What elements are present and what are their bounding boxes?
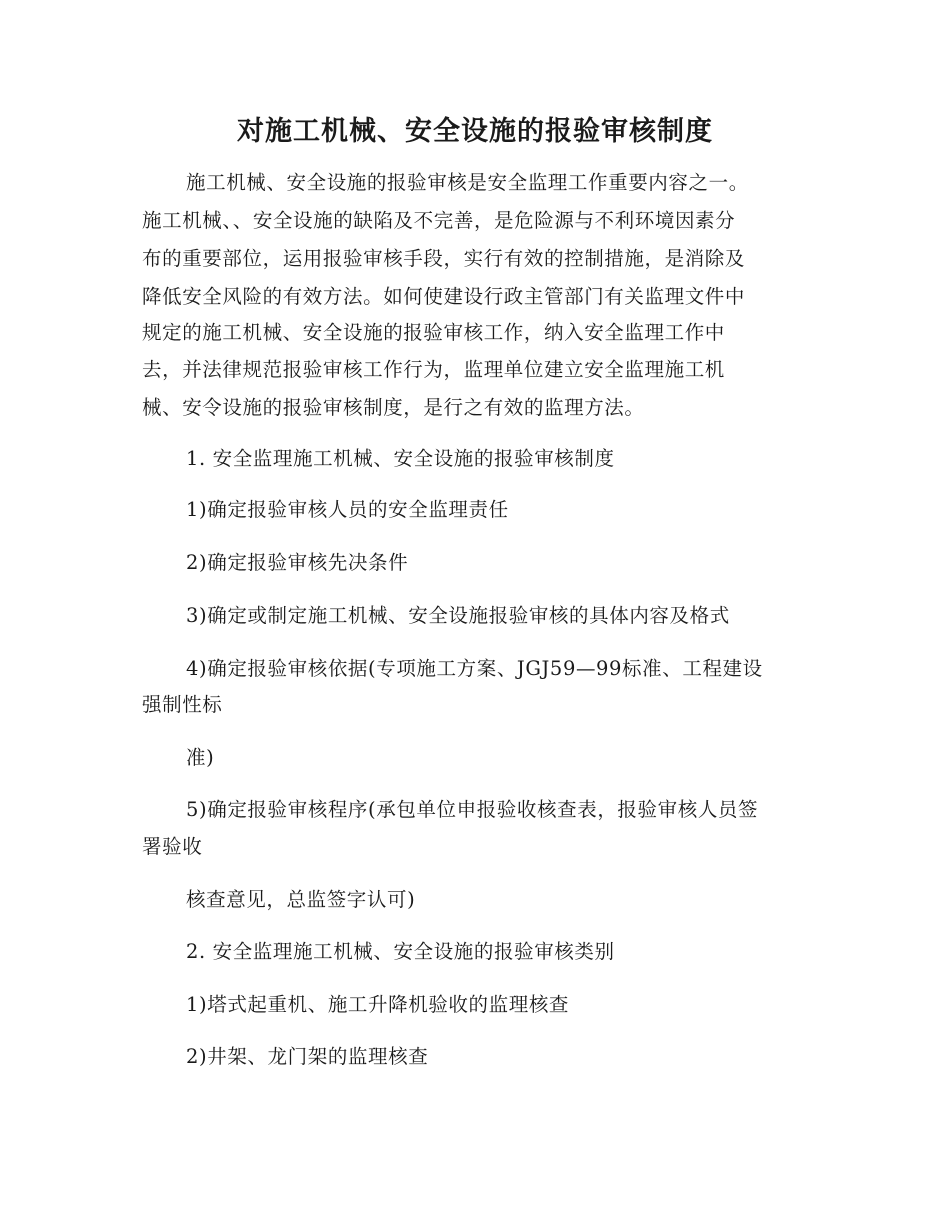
intro-line-1: 施工机械、安全设施的报验审核是安全监理工作重要内容之一。 (186, 171, 749, 194)
section1-item-3: 3)确定或制定施工机械、安全设施报验审核的具体内容及格式 (186, 604, 730, 627)
intro-line-7: 械、安令设施的报验审核制度，是行之有效的监理方法。 (142, 396, 645, 419)
section2-heading: 2. 安全监理施工机械、安全设施的报验审核类别 (186, 940, 615, 963)
section1-heading: 1. 安全监理施工机械、安全设施的报验审核制度 (186, 447, 615, 470)
intro-line-3: 布的重要部位，运用报验审核手段，实行有效的控制措施，是消除及 (142, 247, 746, 270)
section1-item-5-line-2: 署验收 (142, 835, 203, 858)
intro-line-2: 施工机械、、安全设施的缺陷及不完善，是危险源与不利环境因素分 (142, 209, 736, 232)
document-title: 对施工机械、安全设施的报验审核制度 (237, 116, 713, 147)
section2-item-1: 1)塔式起重机、施工升降机验收的监理核查 (186, 993, 570, 1016)
section1-item-5-line-1: 5)确定报验审核程序(承包单位申报验收核查表，报验审核人员签 (186, 798, 759, 821)
section2-item-2: 2)井架、龙门架的监理核查 (186, 1045, 429, 1068)
section1-item-2: 2)确定报验审核先决条件 (186, 551, 409, 574)
section1-item-4-line-1: 4)确定报验审核依据(专项施工方案、JGJ59—99标准、工程建设 (186, 657, 763, 680)
intro-line-6: 去，并法律规范报验审核工作行为，监理单位建立安全监理施工机 (142, 358, 725, 381)
intro-line-5: 规定的施工机械、安全设施的报验审核工作，纳入安全监理工作中 (142, 321, 725, 344)
section1-item-1: 1)确定报验审核人员的安全监理责任 (186, 498, 509, 521)
section1-item-5-line-3: 核查意见，总监签字认可) (186, 888, 416, 911)
intro-line-4: 降低安全风险的有效方法。如何使建设行政主管部门有关监理文件中 (142, 285, 746, 308)
section1-item-4-line-3: 准) (186, 746, 215, 769)
section1-item-4-line-2: 强制性标 (142, 693, 223, 716)
